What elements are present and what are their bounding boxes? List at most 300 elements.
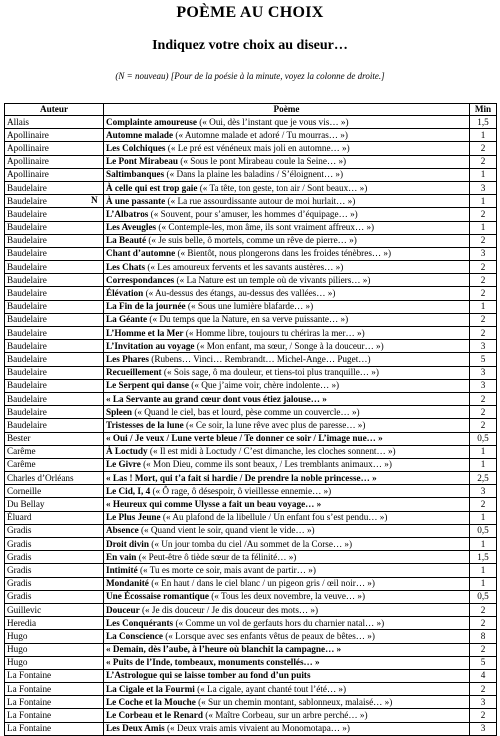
poem-title: Spleen	[106, 406, 133, 417]
author-cell	[5, 406, 104, 419]
table-row[interactable]	[5, 261, 497, 274]
poem-title: Chant d’automne	[106, 248, 176, 259]
duration-cell: 1,5	[470, 116, 497, 129]
poem-cell	[104, 313, 470, 326]
author-name: Baudelaire	[7, 248, 47, 259]
poem-title: Une Écossaise romantique	[106, 591, 209, 602]
author-cell	[5, 485, 104, 498]
poem-cell	[104, 208, 470, 221]
poem-cell	[104, 432, 470, 445]
poem-title: Le Plus Jeune	[106, 512, 161, 523]
table-row[interactable]	[5, 379, 497, 392]
poem-title: À Loctudy	[106, 446, 148, 457]
author-cell	[5, 208, 104, 221]
author-cell	[5, 683, 104, 696]
author-name: Gradis	[7, 551, 32, 562]
duration-cell: 2	[470, 287, 497, 300]
table-row[interactable]	[5, 564, 497, 577]
poem-title: Intimité	[106, 564, 138, 575]
author-cell	[5, 129, 104, 142]
poem-first-line: (« Automne malade et adoré / Tu mourras… »)	[173, 129, 348, 140]
duration-cell: 1	[470, 564, 497, 577]
duration-cell: 8	[470, 630, 497, 643]
poem-title: Le Serpent qui danse	[106, 380, 189, 391]
poem-first-line: (« Oui, dès l’instant que je vous vis… »)	[196, 116, 349, 127]
poem-cell	[104, 577, 470, 590]
author-cell	[5, 392, 104, 405]
author-name: La Fontaine	[7, 696, 52, 707]
author-cell	[5, 498, 104, 511]
author-name: Apollinaire	[7, 156, 49, 167]
author-name: Hugo	[7, 630, 28, 641]
duration-cell: 2	[470, 327, 497, 340]
table-row[interactable]	[5, 472, 497, 485]
author-name: Baudelaire	[7, 288, 47, 299]
author-cell	[5, 696, 104, 709]
author-cell	[5, 656, 104, 669]
duration-cell: 3	[470, 247, 497, 260]
table-row[interactable]	[5, 419, 497, 432]
poem-title: Recueillement	[106, 367, 162, 378]
table-row[interactable]	[5, 116, 497, 129]
table-row[interactable]	[5, 617, 497, 630]
duration-cell: 2	[470, 313, 497, 326]
poem-title: « Puits de l’Inde, tombeaux, monuments constellés… »	[106, 657, 320, 668]
poem-first-line: (« Ô rage, ô désespoir, ô vieillesse ennemie… »)	[150, 485, 332, 496]
poem-title: Les Colchiques	[106, 142, 166, 153]
poem-first-line: (Rubens… Vinci… Rembrandt… Michel-Ange… Puget…)	[148, 353, 371, 364]
author-name: Baudelaire	[7, 367, 47, 378]
poem-first-line: (« Ta tête, ton geste, ton air / Sont beaux… »)	[197, 182, 368, 193]
author-cell	[5, 155, 104, 168]
author-name: Allais	[7, 116, 29, 127]
duration-cell: 1	[470, 577, 497, 590]
poem-title: Les Conquérants	[106, 617, 174, 628]
poem-cell	[104, 195, 470, 208]
duration-cell: 0,5	[470, 590, 497, 603]
poem-first-line: (« Lorsque avec ses enfants vêtus de peaux de bêtes… »)	[162, 630, 375, 641]
author-name: Baudelaire	[7, 182, 47, 193]
poem-title: La Cigale et la Fourmi	[106, 683, 195, 694]
poem-cell	[104, 247, 470, 260]
poem-cell	[104, 617, 470, 630]
table-row[interactable]	[5, 274, 497, 287]
author-name: Gradis	[7, 564, 32, 575]
duration-cell: 1	[470, 129, 497, 142]
author-name: La Fontaine	[7, 670, 52, 681]
table-row[interactable]	[5, 155, 497, 168]
duration-cell: 3	[470, 485, 497, 498]
poem-cell	[104, 445, 470, 458]
poem-title: Droit divin	[106, 538, 149, 549]
author-name: Baudelaire	[7, 353, 47, 364]
poem-cell	[104, 129, 470, 142]
poem-first-line: (« Contemple-les, mon âme, ils sont vraiment affreux… »)	[156, 222, 375, 233]
poem-first-line: (« Maître Corbeau, sur un arbre perché… »)	[202, 710, 368, 721]
table-row[interactable]	[5, 696, 497, 709]
poem-first-line: (« Que j’aime voir, chère indolente… »)	[188, 380, 340, 391]
table-row[interactable]	[5, 577, 497, 590]
duration-cell: 2	[470, 234, 497, 247]
poem-first-line: (« Il est midi à Loctudy / C’est dimanche, les cloches sonnent… »)	[147, 446, 396, 457]
table-row[interactable]	[5, 313, 497, 326]
poem-title: Tristesses de la lune	[106, 419, 184, 430]
table-row[interactable]	[5, 669, 497, 682]
poem-cell	[104, 551, 470, 564]
poem-first-line: (« Les amoureux fervents et les savants austères… »)	[145, 261, 344, 272]
author-cell	[5, 274, 104, 287]
poem-title: À celle qui est trop gaie	[106, 182, 198, 193]
author-name: Baudelaire	[7, 222, 47, 233]
author-cell	[5, 168, 104, 181]
author-name: Baudelaire	[7, 327, 47, 338]
author-cell	[5, 142, 104, 155]
author-cell	[5, 327, 104, 340]
author-name: Gradis	[7, 525, 32, 536]
author-name: Baudelaire	[7, 314, 47, 325]
poem-first-line: (« Dans la plaine les baladins / S’éloignent… »)	[164, 169, 344, 180]
poem-first-line: (« Je suis belle, ô mortels, comme un rêve de pierre… »)	[146, 235, 357, 246]
table-row[interactable]	[5, 643, 497, 656]
author-name: Baudelaire	[7, 406, 47, 417]
poem-title: À une passante	[106, 195, 166, 206]
duration-cell: 2	[470, 392, 497, 405]
author-cell	[5, 445, 104, 458]
poem-title: L’Invitation au voyage	[106, 340, 195, 351]
author-name: Apollinaire	[7, 142, 49, 153]
poem-cell	[104, 498, 470, 511]
poem-first-line: (« Homme libre, toujours tu chériras la mer… »)	[183, 327, 365, 338]
duration-cell: 2	[470, 603, 497, 616]
author-cell	[5, 551, 104, 564]
table-row[interactable]	[5, 340, 497, 353]
poem-cell	[104, 181, 470, 194]
table-row[interactable]	[5, 683, 497, 696]
author-name: Carême	[7, 446, 36, 457]
poem-title: La Beauté	[106, 235, 147, 246]
poem-title: Complainte amoureuse	[106, 116, 197, 127]
duration-cell: 2,5	[470, 472, 497, 485]
poem-title: « Heureux qui comme Ulysse a fait un beau voyage… »	[106, 499, 322, 510]
author-cell	[5, 458, 104, 471]
poem-first-line: (« Quand le ciel, bas et lourd, pèse comme un couvercle… »)	[132, 406, 360, 417]
author-cell	[5, 300, 104, 313]
author-cell	[5, 590, 104, 603]
poem-cell	[104, 590, 470, 603]
table-row[interactable]	[5, 247, 497, 260]
poem-cell	[104, 669, 470, 682]
table-row[interactable]	[5, 524, 497, 537]
poem-cell	[104, 656, 470, 669]
author-cell	[5, 577, 104, 590]
table-row[interactable]	[5, 458, 497, 471]
poem-first-line: (« Au-dessus des étangs, au-dessus des vallées… »)	[143, 288, 336, 299]
author-cell	[5, 116, 104, 129]
author-name: Du Bellay	[7, 499, 45, 510]
poem-title: Les Deux Amis	[106, 723, 165, 734]
author-cell	[5, 247, 104, 260]
table-body	[5, 116, 497, 736]
poem-cell	[104, 340, 470, 353]
duration-cell: 2	[470, 683, 497, 696]
table-row[interactable]	[5, 366, 497, 379]
poem-first-line: (« La rue assourdissante autour de moi hurlait… »)	[165, 195, 356, 206]
duration-cell: 4	[470, 669, 497, 682]
author-cell	[5, 340, 104, 353]
author-cell	[5, 353, 104, 366]
author-cell	[5, 181, 104, 194]
duration-cell: 2	[470, 155, 497, 168]
duration-cell: 2	[470, 274, 497, 287]
poem-cell	[104, 538, 470, 551]
poem-cell	[104, 696, 470, 709]
poem-first-line: (« Deux vrais amis vivaient au Monomotapa… »)	[164, 723, 350, 734]
poem-cell	[104, 261, 470, 274]
poem-first-line: (« Tu es morte ce soir, mais avant de partir… »)	[137, 564, 316, 575]
poem-title: Le Pont Mirabeau	[106, 156, 178, 167]
poem-title: La Conscience	[106, 630, 163, 641]
duration-cell: 5	[470, 656, 497, 669]
author-name: Gradis	[7, 578, 32, 589]
poem-first-line: (« Comme un vol de gerfauts hors du charnier natal… »)	[173, 617, 385, 628]
poem-title: Automne malade	[106, 129, 174, 140]
author-cell	[5, 221, 104, 234]
duration-cell: 0,5	[470, 524, 497, 537]
duration-cell: 3	[470, 722, 497, 735]
poem-first-line: (« Sous une lumière blafarde… »)	[185, 301, 314, 312]
table-row[interactable]	[5, 445, 497, 458]
duration-cell: 2	[470, 142, 497, 155]
poem-cell	[104, 155, 470, 168]
author-name: Baudelaire	[7, 419, 47, 430]
poem-title: La Fin de la journée	[106, 301, 186, 312]
table-row[interactable]	[5, 129, 497, 142]
table-row[interactable]	[5, 168, 497, 181]
poem-first-line: (« Mon Dieu, comme ils sont beaux, / Les tremblants animaux… »)	[140, 459, 392, 470]
poem-cell	[104, 406, 470, 419]
poem-cell	[104, 683, 470, 696]
author-name: Gradis	[7, 591, 32, 602]
poem-cell	[104, 485, 470, 498]
author-cell	[5, 603, 104, 616]
author-name: Guillevic	[7, 604, 42, 615]
author-cell	[5, 630, 104, 643]
table-row[interactable]	[5, 300, 497, 313]
author-cell	[5, 472, 104, 485]
table-row[interactable]	[5, 432, 497, 445]
duration-cell: 2	[470, 261, 497, 274]
duration-cell: 2	[470, 617, 497, 630]
poem-first-line: (« Un jour tomba du ciel /Au sommet de la Corse… »)	[148, 538, 353, 549]
page-subtitle: Indiquez votre choix au diseur…	[152, 38, 348, 53]
author-name: La Fontaine	[7, 723, 52, 734]
page-title: POÈME AU CHOIX	[176, 4, 324, 21]
author-name: Baudelaire	[7, 380, 47, 391]
table-row[interactable]	[5, 221, 497, 234]
poem-cell	[104, 564, 470, 577]
poem-title: « Las ! Mort, qui t’a fait si hardie / De prendre la noble princesse… »	[106, 472, 377, 483]
poem-title: Le Corbeau et le Renard	[106, 710, 203, 721]
author-name: Apollinaire	[7, 129, 49, 140]
author-name: La Fontaine	[7, 710, 52, 721]
table-row[interactable]	[5, 538, 497, 551]
legend-note: (N = nouveau) [Pour de la poésie à la minute, voyez la colonne de droite.]	[115, 71, 385, 81]
author-name: Éluard	[7, 512, 32, 523]
poem-title: « Demain, dès l’aube, à l’heure où blanchit la campagne… »	[106, 644, 342, 655]
poem-title: « La Servante au grand cœur dont vous étiez jalouse… »	[106, 393, 327, 404]
poem-first-line: (« Je dis douceur / Je dis douceur des mots… »)	[139, 604, 319, 615]
poem-first-line: (« Quand vient le soir, quand vient le vide… »)	[138, 525, 315, 536]
poem-title: Les Aveugles	[106, 222, 157, 233]
table-row[interactable]	[5, 511, 497, 524]
table-row[interactable]	[5, 722, 497, 735]
poem-cell	[104, 722, 470, 735]
table-row[interactable]	[5, 208, 497, 221]
poem-first-line: (« Bientôt, nous plongerons dans les froides ténèbres… »)	[175, 248, 392, 259]
poem-title: Saltimbanques	[106, 169, 165, 180]
duration-cell: 1	[470, 168, 497, 181]
duration-cell: 3	[470, 340, 497, 353]
duration-cell: 2	[470, 406, 497, 419]
poem-cell	[104, 630, 470, 643]
author-cell	[5, 524, 104, 537]
column-header-min: Min	[470, 104, 497, 116]
table-row[interactable]	[5, 406, 497, 419]
table-row[interactable]	[5, 287, 497, 300]
author-name: Corneille	[7, 485, 42, 496]
poem-first-line: (« Au plafond de la libellule / Un enfant fou s’est pendu… »)	[160, 512, 388, 523]
author-cell	[5, 564, 104, 577]
poem-cell	[104, 643, 470, 656]
poem-title: L’Astrologue qui se laisse tomber au fond d’un puits	[106, 670, 311, 681]
poem-first-line: (« Mon enfant, ma sœur, / Songe à la douceur… »)	[194, 340, 384, 351]
poem-cell	[104, 379, 470, 392]
poem-first-line: (« Le pré est vénéneux mais joli en automne… »)	[165, 142, 350, 153]
poem-cell	[104, 511, 470, 524]
author-cell	[5, 617, 104, 630]
author-name: Baudelaire	[7, 261, 47, 272]
author-name: Hugo	[7, 657, 28, 668]
poem-cell	[104, 327, 470, 340]
poem-cell	[104, 709, 470, 722]
poem-cell	[104, 353, 470, 366]
table-row[interactable]	[5, 353, 497, 366]
poem-first-line: (« La cigale, ayant chanté tout l’été… »)	[194, 683, 347, 694]
author-name: Baudelaire	[7, 274, 47, 285]
poem-cell	[104, 300, 470, 313]
table-row[interactable]	[5, 392, 497, 405]
author-name: Hugo	[7, 644, 28, 655]
author-name: Baudelaire	[7, 301, 47, 312]
duration-cell: 3	[470, 181, 497, 194]
author-cell	[5, 432, 104, 445]
poem-cell	[104, 287, 470, 300]
table-row[interactable]	[5, 498, 497, 511]
author-name: Bester	[7, 433, 31, 444]
author-name: Apollinaire	[7, 169, 49, 180]
duration-cell: 1	[470, 458, 497, 471]
author-cell	[5, 195, 104, 208]
table-row[interactable]	[5, 327, 497, 340]
poem-cell	[104, 392, 470, 405]
poem-title: Douceur	[106, 604, 140, 615]
poem-title: Mondanité	[106, 578, 149, 589]
poem-cell	[104, 221, 470, 234]
author-cell	[5, 511, 104, 524]
table-row[interactable]	[5, 485, 497, 498]
duration-cell: 1	[470, 300, 497, 313]
poem-first-line: (« Ce soir, la lune rêve avec plus de paresse… »)	[183, 419, 366, 430]
table-row[interactable]	[5, 709, 497, 722]
author-name: Carême	[7, 459, 36, 470]
duration-cell: 2	[470, 419, 497, 432]
poem-cell	[104, 142, 470, 155]
author-name: Charles d’Orléans	[7, 472, 74, 483]
poem-first-line: (« Souvent, pour s’amuser, les hommes d’équipage… »)	[148, 208, 358, 219]
duration-cell: 2	[470, 643, 497, 656]
poem-first-line: (« Sous le pont Mirabeau coule la Seine… »)	[177, 156, 347, 167]
table-header-row	[5, 104, 497, 116]
author-cell	[5, 709, 104, 722]
author-cell	[5, 643, 104, 656]
author-cell	[5, 234, 104, 247]
poem-title: L’Homme et la Mer	[106, 327, 184, 338]
poem-cell	[104, 472, 470, 485]
duration-cell: 2	[470, 208, 497, 221]
new-marker: N	[91, 195, 98, 206]
poem-cell	[104, 603, 470, 616]
poem-title: La Géante	[106, 314, 148, 325]
author-name: Baudelaire	[7, 208, 47, 219]
poem-cell	[104, 274, 470, 287]
author-cell	[5, 419, 104, 432]
poem-title: En vain	[106, 551, 137, 562]
table-row[interactable]	[5, 142, 497, 155]
table-row[interactable]	[5, 603, 497, 616]
author-name: Baudelaire	[7, 235, 47, 246]
poem-title: Le Cid, I, 4	[106, 485, 151, 496]
author-cell	[5, 722, 104, 735]
author-cell	[5, 313, 104, 326]
column-header-author: Auteur	[5, 104, 104, 116]
poem-cell	[104, 419, 470, 432]
table-row[interactable]	[5, 181, 497, 194]
table-row[interactable]	[5, 630, 497, 643]
poem-cell	[104, 366, 470, 379]
duration-cell: 3	[470, 366, 497, 379]
author-name: La Fontaine	[7, 683, 52, 694]
author-name: Baudelaire	[7, 393, 47, 404]
author-cell	[5, 669, 104, 682]
poem-title: Les Chats	[106, 261, 146, 272]
table-row[interactable]	[5, 551, 497, 564]
duration-cell: 1	[470, 445, 497, 458]
poem-first-line: (« Tous les deux novembre, la veuve… »)	[208, 591, 366, 602]
duration-cell: 0,5	[470, 432, 497, 445]
poem-cell	[104, 168, 470, 181]
poem-cell	[104, 458, 470, 471]
duration-cell: 1,5	[470, 551, 497, 564]
poem-title: Les Phares	[106, 353, 149, 364]
author-cell	[5, 287, 104, 300]
poem-first-line: (« Sois sage, ô ma douleur, et tiens-toi plus tranquille… »)	[161, 367, 379, 378]
author-cell	[5, 538, 104, 551]
table-row[interactable]	[5, 195, 497, 208]
table-row[interactable]	[5, 590, 497, 603]
table-row[interactable]	[5, 656, 497, 669]
duration-cell: 1	[470, 538, 497, 551]
table-row[interactable]	[5, 234, 497, 247]
